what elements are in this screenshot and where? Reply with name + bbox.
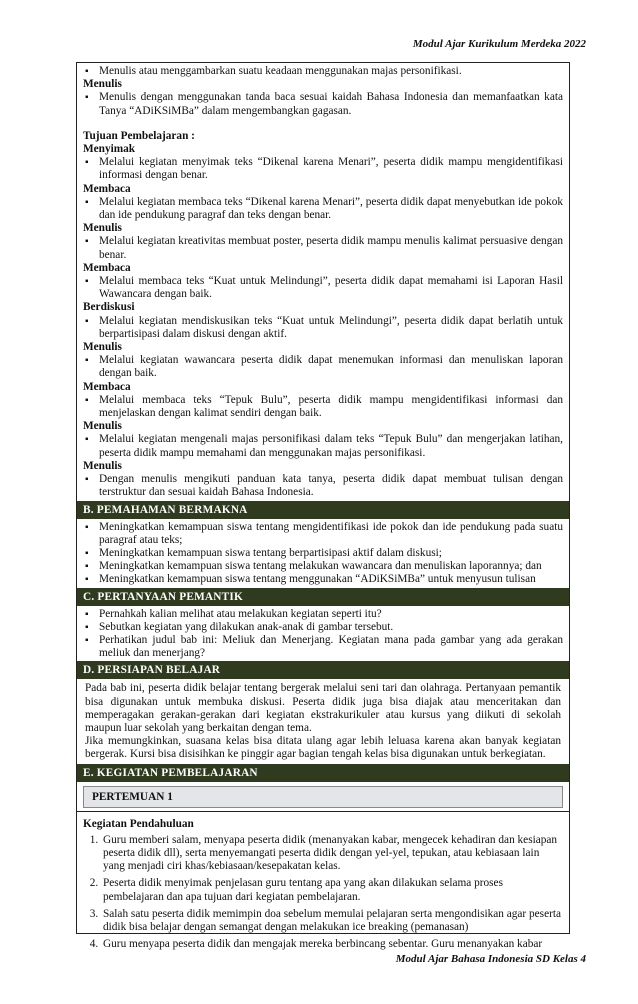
subheading: Membaca [83,380,131,393]
subheading: Menulis [83,222,122,235]
list-item: ▪ Melalui kegiatan mengenali majas personifikasi dalam teks “Tepuk Bulu” dan mengerjakan latihan, peserta didik mampu memahami dan menggunakan majas personifikasi. [83,433,563,459]
subheading: Membaca [83,261,131,274]
list-item: ▪ Melalui kegiatan membaca teks “Dikenal karena Menari”, peserta didik dapat menyebutkan ide pokok dan ide pendukung paragraf dan teks dengan benar. [83,196,563,222]
page-footer: Modul Ajar Bahasa Indonesia SD Kelas 4 [395,953,586,965]
list-item: ▪ Menulis atau menggambarkan suatu keadaan menggunakan majas personifikasi. [83,65,563,78]
top-section [77,63,569,501]
list-item: ▪ Melalui kegiatan menyimak teks “Dikenal karena Menari”, peserta didik mampu mengidentifikasi informasi dengan benar. [83,156,563,182]
list-item: 1. Guru memberi salam, menyapa peserta didik (menanyakan kabar, mengecek kehadiran dan kesiapan peserta didik dll), serta menyemangati peserta didik dengan yel-yel, tepukan, atau kebiasaan lain yang menjadi ciri khas/kebiasaan/kesepakatan kelas. [101,834,563,874]
subheading: Menulis [83,459,122,472]
list-item: ▪ Meningkatkan kemampuan siswa tentang berpartisipasi aktif dalam diskusi; [83,547,563,560]
list-item: ▪ Melalui kegiatan kreativitas membuat poster, peserta didik mampu menulis kalimat persuasive dengan benar. [83,235,563,261]
page-header: Modul Ajar Kurikulum Merdeka 2022 [412,38,586,50]
subheading: Kegiatan Pendahuluan [83,817,194,830]
pertemuan-label: PERTEMUAN 1 [83,786,563,808]
bullet-list [83,65,563,78]
list-item: ▪ Melalui membaca teks “Kuat untuk Melindungi”, peserta didik dapat memahami isi Laporan Hasil Wawancara dengan baik. [83,275,563,301]
list-item: ▪ Dengan menulis mengikuti panduan kata tanya, peserta didik dapat membuat tulisan dengan terstruktur dan sesuai kaidah Bahasa Indonesia. [83,473,563,499]
list-item: ▪ Perhatikan judul bab ini: Meliuk dan Menerjang. Kegiatan mana pada gambar yang ada gerakan meliuk dan menerjang? [83,634,563,660]
bullet-list [83,91,563,117]
section-c-header: C. PERTANYAAN PEMANTIK [77,588,569,606]
list-item: ▪ Melalui membaca teks “Tepuk Bulu”, peserta didik mampu mengidentifikasi informasi dan menjelaskan dengan kalimat sendiri dengan baik. [83,394,563,420]
section-e-header: E. KEGIATAN PEMBELAJARAN [77,764,569,782]
subheading: Menyimak [83,143,136,156]
list-item: ▪ Meningkatkan kemampuan siswa tentang mengidentifikasi ide pokok dan ide pendukung pada suatu paragraf atau teks; [83,521,563,547]
section-d-header: D. PERSIAPAN BELAJAR [77,661,569,679]
list-item: ▪ Sebutkan kegiatan yang dilakukan anak-anak di gambar tersebut. [83,621,563,634]
section-e [77,812,569,957]
numbered-list [83,834,563,952]
section-d [77,679,569,763]
list-item: ▪ Melalui kegiatan mendiskusikan teks “Kuat untuk Melindungi”, peserta didik dapat berlatih untuk berpartisipasi dalam diskusi dengan aktif. [83,315,563,341]
list-item: ▪ Menulis dengan menggunakan tanda baca sesuai kaidah Bahasa Indonesia dan memanfaatkan kata Tanya “ADiKSiMBa” dalam mengembangkan gagasan. [83,91,563,117]
list-item: ▪ Meningkatkan kemampuan siswa tentang melakukan wawancara dan menuliskan laporannya; dan [83,560,563,573]
list-item: 4. Guru menyapa peserta didik dan mengajak mereka berbincang sebentar. Guru menanyakan kabar [101,938,563,951]
paragraph: Pada bab ini, peserta didik belajar tentang bergerak melalui seni tari dan olahraga. Pertanyaan pemantik bisa digunakan untuk membuka diskusi. Peserta didik juga bisa diajak atau menceritakan dan memperagakan gerakan-gerakan dari kegiatan ekstrakurikuler atau kursus yang diikuti di sekolah maupun luar sekolah yang berkaitan dengan tema. [85,682,561,734]
list-item: ▪ Pernahkah kalian melihat atau melakukan kegiatan seperti itu? [83,608,563,621]
section-b-header: B. PEMAHAMAN BERMAKNA [77,501,569,519]
tujuan-title: Tujuan Pembelajaran : [83,129,195,142]
list-item: 3. Salah satu peserta didik memimpin doa sebelum memulai pelajaran serta mengondisikan agar peserta didik bisa belajar dengan semangat dengan melakukan ice breaking (pemanasan) [101,908,563,934]
list-item: ▪ Meningkatkan kemampuan siswa tentang menggunakan “ADiKSiMBa” untuk menyusun tulisan [83,573,563,586]
subheading: Berdiskusi [83,301,135,314]
subheading: Menulis [83,78,122,91]
pertemuan-row [77,782,569,812]
subheading: Menulis [83,420,122,433]
subheading: Membaca [83,182,131,195]
paragraph: Jika memungkinkan, suasana kelas bisa ditata ulang agar lebih leluasa karena akan banyak kegiatan bergerak. Kursi bisa disisihkan ke pinggir agar bagian tengah kelas bisa digunakan untuk berkegiatan. [85,735,561,761]
section-c [77,606,569,662]
module-table [76,62,570,951]
list-item: 2. Peserta didik menyimak penjelasan guru tentang apa yang akan dilakukan selama proses pembelajaran dan apa tujuan dari kegiatan pembelajaran. [101,877,563,903]
section-b [77,519,569,588]
subheading: Menulis [83,341,122,354]
list-item: ▪ Melalui kegiatan wawancara peserta didik dapat menemukan informasi dan menuliskan laporan dengan baik. [83,354,563,380]
